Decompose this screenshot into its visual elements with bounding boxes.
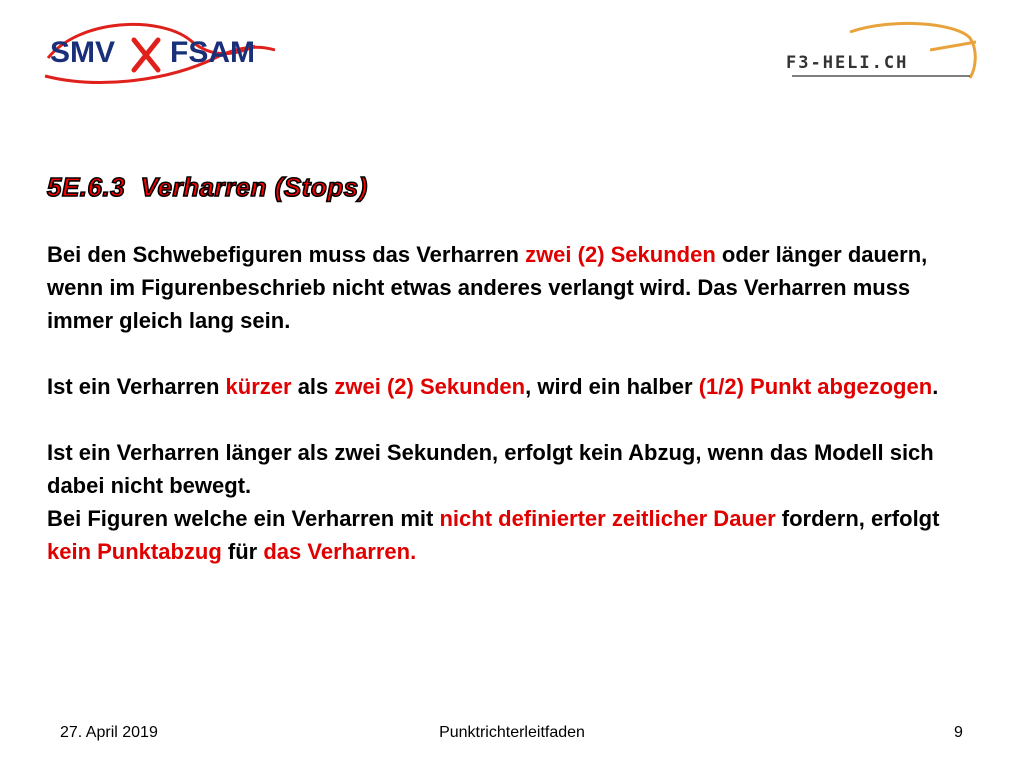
smv-fsam-logo xyxy=(40,18,280,88)
text-segment: . xyxy=(932,374,939,399)
smv-logo-text: SMV xyxy=(50,36,116,69)
footer-title: Punktrichterleitfaden xyxy=(439,724,585,741)
page-number: 9 xyxy=(954,724,963,741)
paragraph-shorter-stop xyxy=(47,370,977,403)
plane-icon xyxy=(134,40,158,70)
emphasis-segment: zwei (2) Sekunden xyxy=(525,242,716,267)
footer-date: 27. April 2019 xyxy=(60,724,158,741)
slide-body xyxy=(47,238,977,568)
text-segment: als xyxy=(291,374,335,399)
text-segment: Bei Figuren welche ein Verharren mit xyxy=(47,506,440,531)
paragraph-minimum-duration xyxy=(47,238,977,337)
emphasis-segment: (1/2) Punkt abgezogen xyxy=(698,374,933,399)
text-segment: oder länger dauern, wenn im Figurenbeschrieb nicht etwas anderes verlangt wird. Das Verharren muss immer gleich lang sein. xyxy=(47,242,928,333)
emphasis-segment: nicht definierter zeitlicher Dauer xyxy=(439,506,776,531)
emphasis-segment: zwei (2) Sekunden xyxy=(334,374,526,399)
text-segment: fordern, erfolgt xyxy=(775,506,940,531)
slide-title: 5E.6.3 Verharren (Stops) xyxy=(47,172,368,202)
emphasis-segment: das Verharren. xyxy=(263,539,417,564)
fsam-logo-text: FSAM xyxy=(170,36,255,69)
text-segment: , wird ein halber xyxy=(525,374,699,399)
text-segment: Ist ein Verharren länger als zwei Sekunden, erfolgt kein Abzug, wenn das Modell sich dabei nicht bewegt. xyxy=(47,440,934,498)
text-segment: für xyxy=(221,539,264,564)
emphasis-segment: kein Punktabzug xyxy=(47,539,222,564)
text-segment: Bei den Schwebefiguren muss das Verharren xyxy=(47,242,526,267)
paragraph-longer-stop xyxy=(47,436,977,502)
f3-heli-logo-text: F3-HELI.CH xyxy=(786,53,909,73)
emphasis-segment: kürzer xyxy=(225,374,292,399)
text-segment: Ist ein Verharren xyxy=(47,374,226,399)
paragraph-undefined-duration xyxy=(47,502,977,568)
f3-heli-logo xyxy=(780,20,980,85)
